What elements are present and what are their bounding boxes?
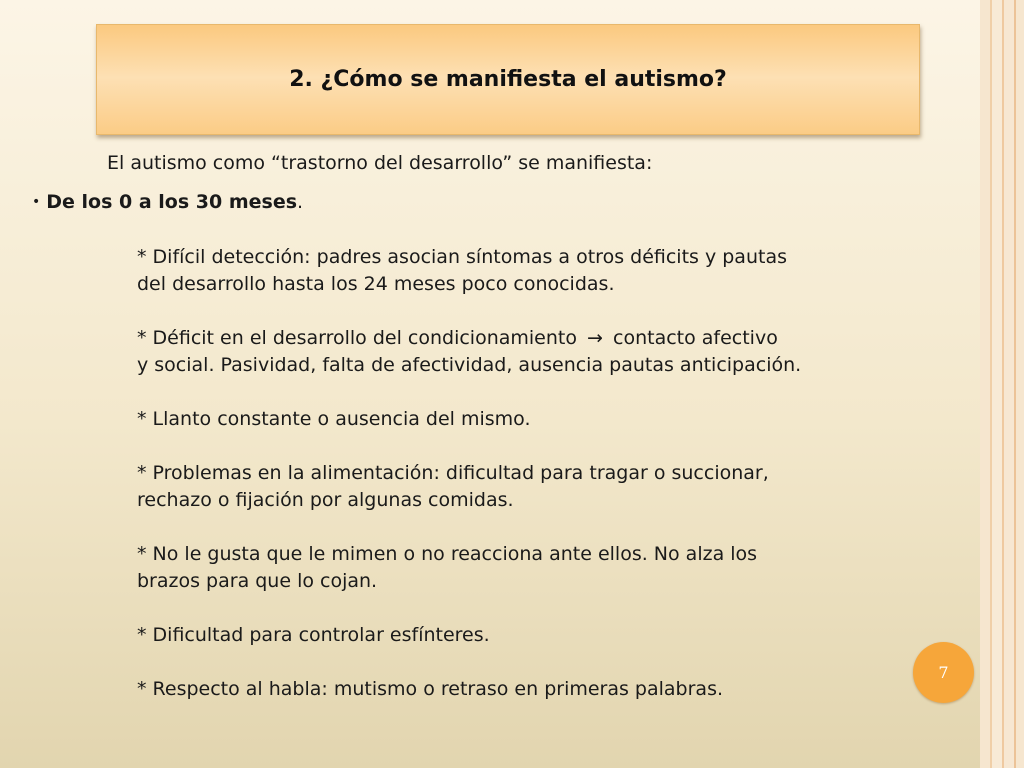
item-line: brazos para que lo cojan. <box>137 570 378 592</box>
item-line: y social. Pasividad, falta de afectividad, ausencia pautas anticipación. <box>137 354 802 376</box>
list-item <box>137 244 937 298</box>
list-item <box>137 460 937 514</box>
page-number-badge <box>913 642 974 703</box>
item-line: * Llanto constante o ausencia del mismo. <box>137 408 531 430</box>
item-line: del desarrollo hasta los 24 meses poco conocidas. <box>137 273 615 295</box>
intro-text: El autismo como “trastorno del desarrollo” se manifiesta: <box>107 152 653 174</box>
list-item <box>137 406 937 433</box>
list-item <box>137 325 937 379</box>
item-line: * No le gusta que le mimen o no reacciona ante ellos. No alza los <box>137 543 758 565</box>
item-line: rechazo o fijación por algunas comidas. <box>137 489 514 511</box>
item-line: * Dificultad para controlar esfínteres. <box>137 624 490 646</box>
item-line: * Difícil detección: padres asocian síntomas a otros déficits y pautas <box>137 246 787 268</box>
item-line: * Déficit en el desarrollo del condicionamiento <box>137 327 577 349</box>
bullet-heading <box>32 191 303 213</box>
symptom-list <box>137 244 937 730</box>
item-line: contacto afectivo <box>613 327 778 349</box>
bullet-trailing: . <box>297 191 304 213</box>
list-item <box>137 622 937 649</box>
bullet-marker: • <box>32 194 41 210</box>
page-number: 7 <box>938 663 949 682</box>
title-banner <box>96 24 920 135</box>
bullet-bold-text: De los 0 a los 30 meses <box>46 191 298 213</box>
decorative-side-stripes <box>980 0 1024 768</box>
right-arrow-icon: → <box>587 327 603 349</box>
item-line: * Respecto al habla: mutismo o retraso en primeras palabras. <box>137 678 724 700</box>
list-item <box>137 676 937 703</box>
list-item <box>137 541 937 595</box>
slide-title: 2. ¿Cómo se manifiesta el autismo? <box>289 67 727 92</box>
item-line: * Problemas en la alimentación: dificultad para tragar o succionar, <box>137 462 769 484</box>
